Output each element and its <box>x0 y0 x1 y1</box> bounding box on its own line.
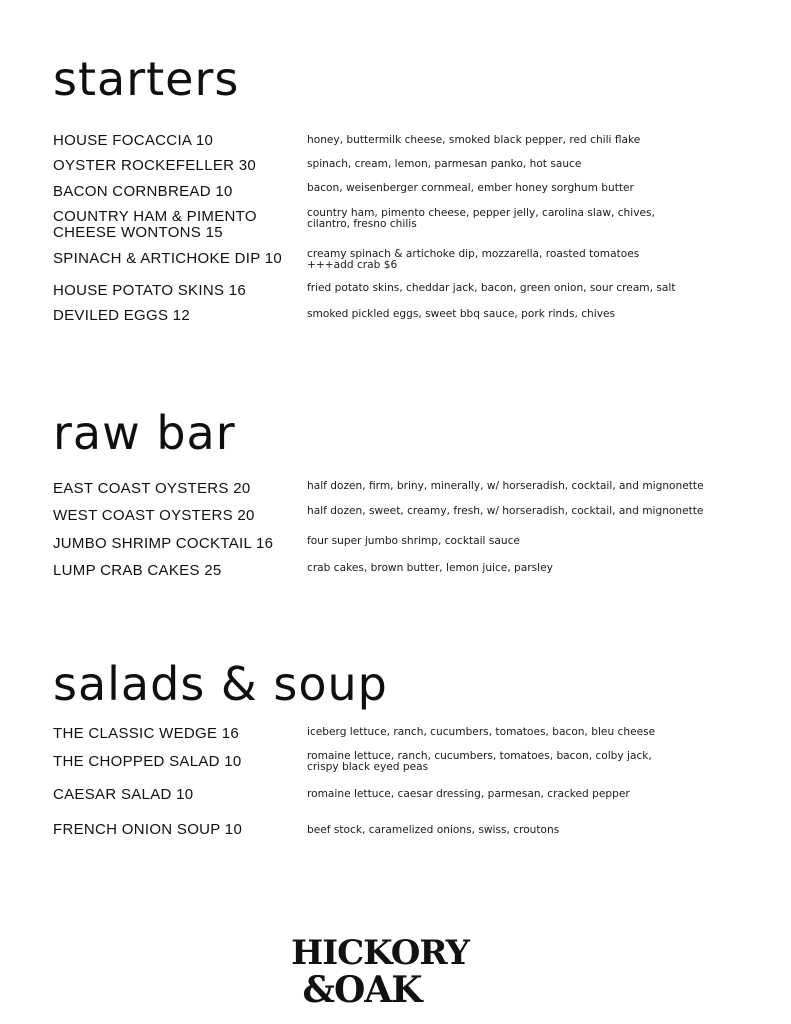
item-description: creamy spinach & artichoke dip, mozzarella, roasted tomatoes +++add crab $6 <box>307 248 640 271</box>
item-name: JUMBO SHRIMP COCKTAIL 16 <box>53 535 274 552</box>
hickory-oak-logo <box>270 930 490 1010</box>
section-title-raw-bar: raw bar <box>53 406 236 460</box>
item-name: SPINACH & ARTICHOKE DIP 10 <box>53 250 282 267</box>
item-name: BACON CORNBREAD 10 <box>53 183 233 200</box>
item-description: smoked pickled eggs, sweet bbq sauce, pork rinds, chives <box>307 308 616 320</box>
item-description: four super jumbo shrimp, cocktail sauce <box>307 535 520 547</box>
item-description: fried potato skins, cheddar jack, bacon, green onion, sour cream, salt <box>307 282 676 294</box>
item-name: HOUSE FOCACCIA 10 <box>53 132 214 149</box>
item-name: THE CLASSIC WEDGE 16 <box>53 725 240 742</box>
item-name: COUNTRY HAM & PIMENTO CHEESE WONTONS 15 <box>53 208 257 241</box>
item-name: THE CHOPPED SALAD 10 <box>53 753 242 770</box>
logo-line-1: HICKORY <box>291 933 469 973</box>
item-name: DEVILED EGGS 12 <box>53 307 191 324</box>
item-description: beef stock, caramelized onions, swiss, croutons <box>307 824 560 836</box>
item-description: crab cakes, brown butter, lemon juice, parsley <box>307 562 553 574</box>
section-title-starters: starters <box>53 52 240 106</box>
logo-line-2: &OAK <box>302 969 422 1010</box>
item-description: iceberg lettuce, ranch, cucumbers, tomatoes, bacon, bleu cheese <box>307 726 656 738</box>
item-name: OYSTER ROCKEFELLER 30 <box>53 157 257 174</box>
item-name: CAESAR SALAD 10 <box>53 786 194 803</box>
item-description: romaine lettuce, ranch, cucumbers, tomatoes, bacon, colby jack, crispy black eyed peas <box>307 750 652 773</box>
item-name: FRENCH ONION SOUP 10 <box>53 821 243 838</box>
item-description: romaine lettuce, caesar dressing, parmesan, cracked pepper <box>307 788 630 800</box>
item-name: LUMP CRAB CAKES 25 <box>53 562 222 579</box>
section-title-salads-soup: salads & soup <box>53 657 388 711</box>
item-description: bacon, weisenberger cornmeal, ember honey sorghum butter <box>307 182 634 194</box>
item-name: WEST COAST OYSTERS 20 <box>53 507 255 524</box>
item-description: spinach, cream, lemon, parmesan panko, hot sauce <box>307 158 582 170</box>
item-name: EAST COAST OYSTERS 20 <box>53 480 251 497</box>
item-name: HOUSE POTATO SKINS 16 <box>53 282 247 299</box>
item-description: honey, buttermilk cheese, smoked black pepper, red chili flake <box>307 134 641 146</box>
item-description: half dozen, firm, briny, minerally, w/ horseradish, cocktail, and mignonette <box>307 480 704 492</box>
item-description: country ham, pimento cheese, pepper jelly, carolina slaw, chives, cilantro, fresno chilis <box>307 207 655 230</box>
item-description: half dozen, sweet, creamy, fresh, w/ horseradish, cocktail, and mignonette <box>307 505 704 517</box>
